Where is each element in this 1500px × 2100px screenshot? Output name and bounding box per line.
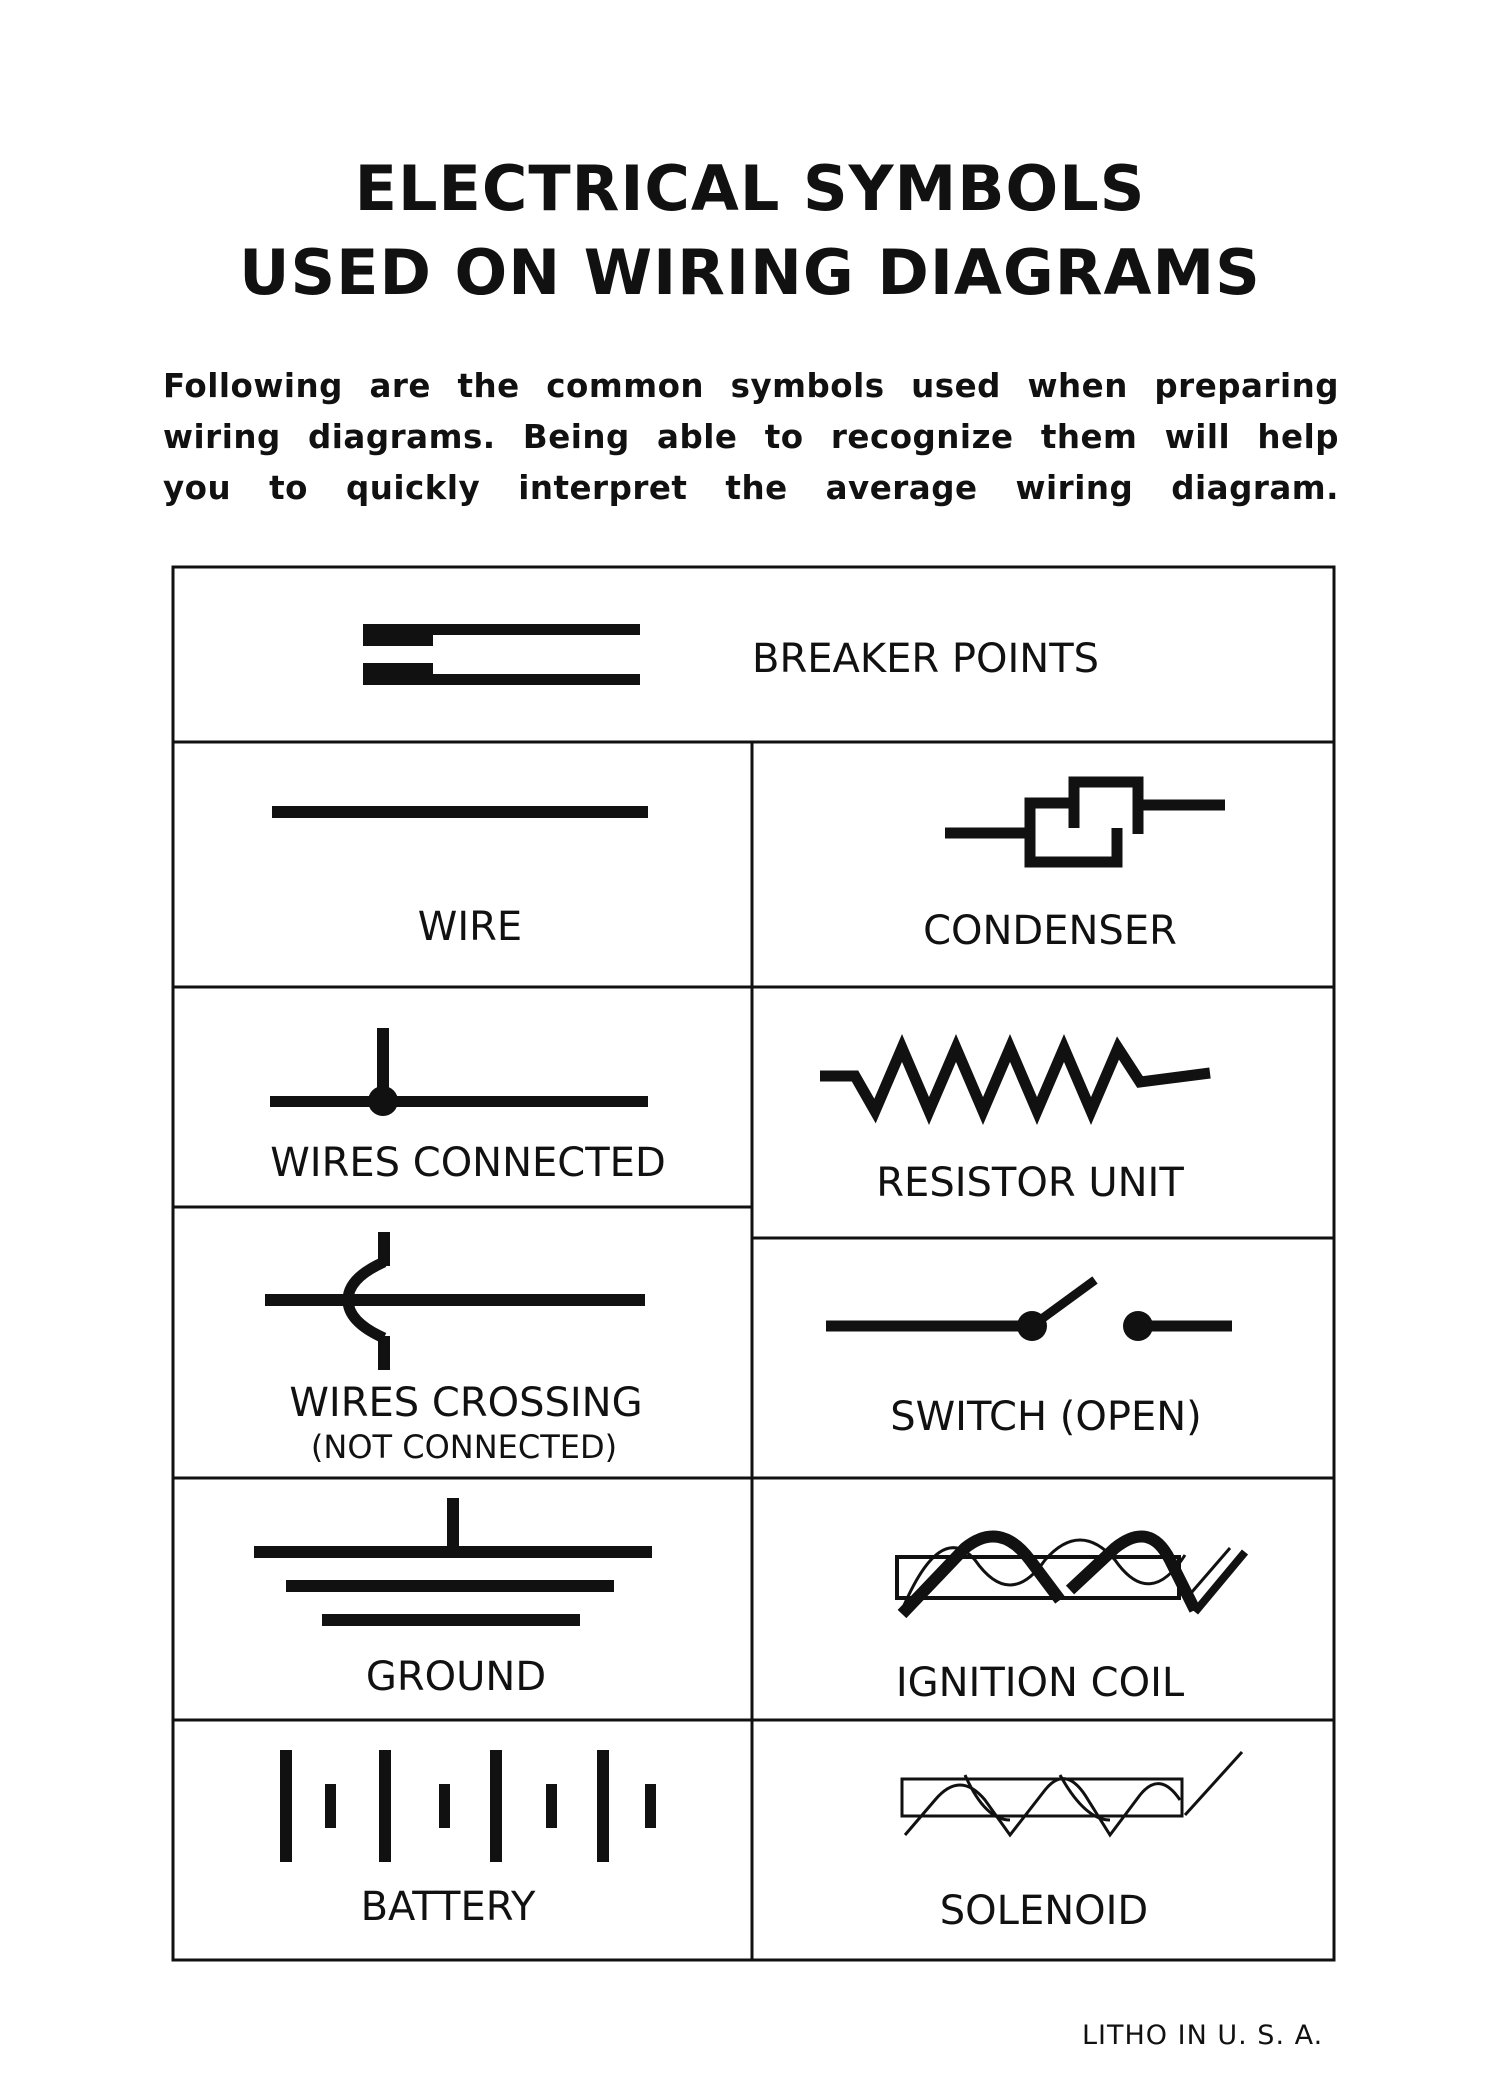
condenser-icon xyxy=(945,782,1225,862)
battery-label: BATTERY xyxy=(360,1884,536,1930)
switch-open-label: SWITCH (OPEN) xyxy=(890,1394,1202,1440)
wires-connected-label: WIRES CONNECTED xyxy=(270,1140,666,1186)
solenoid-icon xyxy=(902,1752,1242,1835)
title-line-1: ELECTRICAL SYMBOLS xyxy=(354,152,1146,225)
wire-icon xyxy=(272,806,648,818)
wires-crossing-note: (NOT CONNECTED) xyxy=(310,1428,618,1466)
wire-label: WIRE xyxy=(417,904,523,950)
ground-icon xyxy=(254,1498,652,1626)
battery-icon xyxy=(280,1750,656,1862)
intro-line-2: wiring diagrams. Being able to recognize them will help xyxy=(163,418,1339,456)
breaker-points-label: BREAKER POINTS xyxy=(752,636,1100,682)
wires-crossing-icon xyxy=(265,1232,645,1370)
condenser-label: CONDENSER xyxy=(923,908,1177,954)
title-line-2: USED ON WIRING DIAGRAMS xyxy=(239,236,1261,309)
wires-crossing-label: WIRES CROSSING xyxy=(289,1380,643,1426)
ignition-coil-icon xyxy=(897,1536,1245,1614)
intro-line-3: you to quickly interpret the average wiring diagram. xyxy=(163,469,1339,507)
intro-line-1: Following are the common symbols used when preparing xyxy=(163,367,1339,405)
ignition-coil-label: IGNITION COIL xyxy=(895,1660,1185,1706)
breaker-points-icon xyxy=(363,624,640,685)
table-grid xyxy=(173,567,1334,1960)
resistor-unit-icon xyxy=(820,1048,1210,1111)
resistor-unit-label: RESISTOR UNIT xyxy=(876,1160,1184,1206)
wires-connected-icon xyxy=(270,1028,648,1116)
ground-label: GROUND xyxy=(365,1654,547,1700)
switch-open-icon xyxy=(826,1280,1232,1341)
solenoid-label: SOLENOID xyxy=(939,1888,1149,1934)
footer-printer-note: LITHO IN U. S. A. xyxy=(1082,2020,1324,2051)
